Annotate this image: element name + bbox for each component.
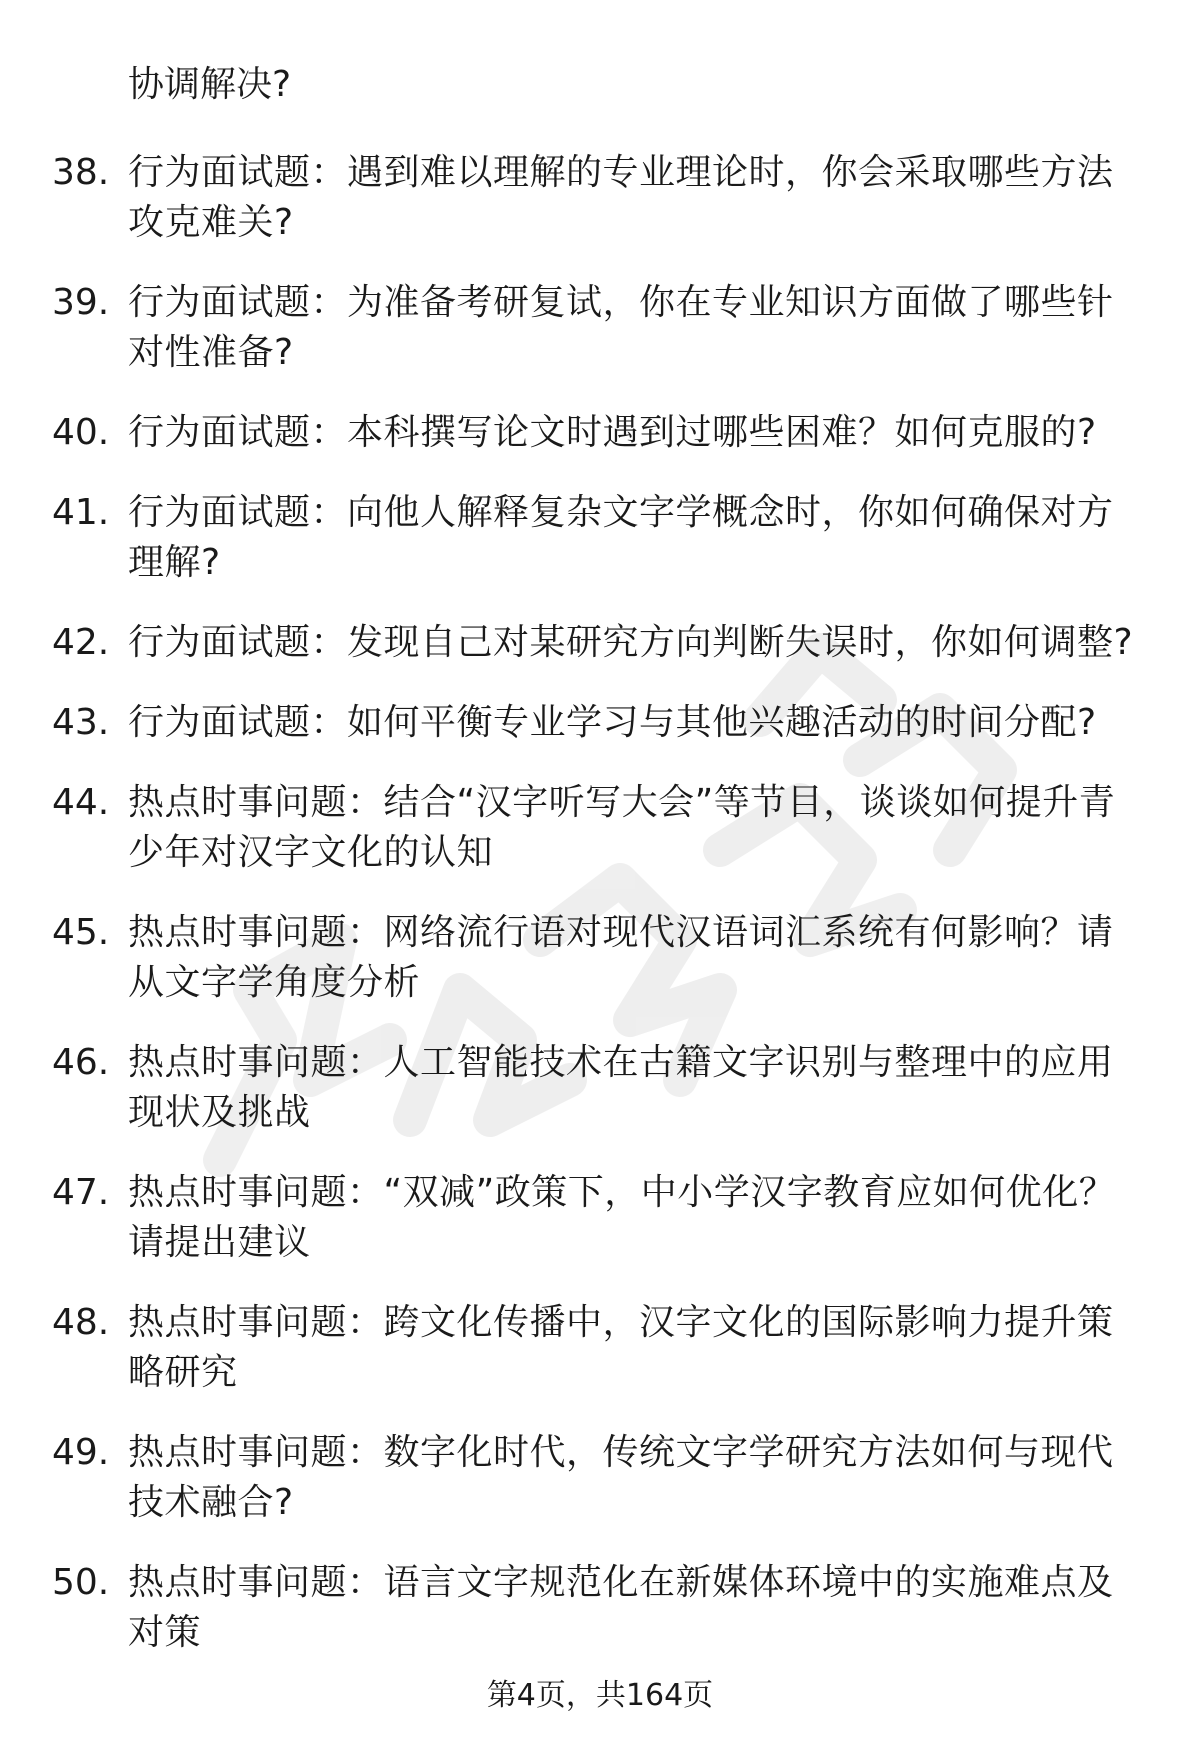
question-text: 热点时事问题：“双减”政策下，中小学汉字教育应如何优化？请提出建议	[128, 1172, 1116, 1263]
question-number: 47.	[52, 1172, 110, 1213]
question-text: 行为面试题：为准备考研复试，你在专业知识方面做了哪些针对性准备?	[128, 282, 1114, 373]
question-number: 41.	[52, 492, 110, 533]
question-item	[0, 908, 1200, 1008]
question-number: 40.	[52, 412, 110, 453]
question-number: 43.	[52, 702, 110, 743]
question-item	[0, 488, 1200, 588]
question-text: 行为面试题：向他人解释复杂文字学概念时，你如何确保对方理解?	[128, 492, 1114, 583]
question-text: 热点时事问题：语言文字规范化在新媒体环境中的实施难点及对策	[128, 1562, 1114, 1653]
question-item	[0, 408, 1200, 458]
question-number: 38.	[52, 152, 110, 193]
question-list	[0, 148, 1200, 1688]
question-item	[0, 698, 1200, 748]
question-item	[0, 1428, 1200, 1528]
question-number: 42.	[52, 622, 110, 663]
question-text: 行为面试题：遇到难以理解的专业理论时，你会采取哪些方法攻克难关?	[128, 152, 1114, 243]
page-number-footer: 第4页，共164页	[486, 1678, 714, 1713]
question-text: 热点时事问题：跨文化传播中，汉字文化的国际影响力提升策略研究	[128, 1302, 1114, 1393]
question-item	[0, 148, 1200, 248]
question-text: 热点时事问题：网络流行语对现代汉语词汇系统有何影响？请从文字学角度分析	[128, 912, 1114, 1003]
question-number: 44.	[52, 782, 110, 823]
question-number: 49.	[52, 1432, 110, 1473]
question-text: 热点时事问题：人工智能技术在古籍文字识别与整理中的应用现状及挑战	[128, 1042, 1114, 1133]
question-number: 45.	[52, 912, 110, 953]
question-item	[0, 1298, 1200, 1398]
question-item	[0, 1038, 1200, 1138]
question-item	[0, 1558, 1200, 1658]
question-number: 50.	[52, 1562, 110, 1603]
question-text: 热点时事问题：结合“汉字听写大会”等节目，谈谈如何提升青少年对汉字文化的认知	[128, 782, 1116, 873]
question-text: 行为面试题：本科撰写论文时遇到过哪些困难？如何克服的?	[128, 412, 1097, 453]
question-text: 行为面试题：如何平衡专业学习与其他兴趣活动的时间分配?	[128, 702, 1097, 743]
question-item	[0, 778, 1200, 878]
question-text: 热点时事问题：数字化时代，传统文字学研究方法如何与现代技术融合?	[128, 1432, 1114, 1523]
continued-question-text: 协调解决?	[128, 64, 292, 105]
question-number: 46.	[52, 1042, 110, 1083]
question-text: 行为面试题：发现自己对某研究方向判断失误时，你如何调整?	[128, 622, 1134, 663]
question-item	[0, 278, 1200, 378]
question-number: 39.	[52, 282, 110, 323]
question-number: 48.	[52, 1302, 110, 1343]
question-item	[0, 1168, 1200, 1268]
question-item	[0, 618, 1200, 668]
